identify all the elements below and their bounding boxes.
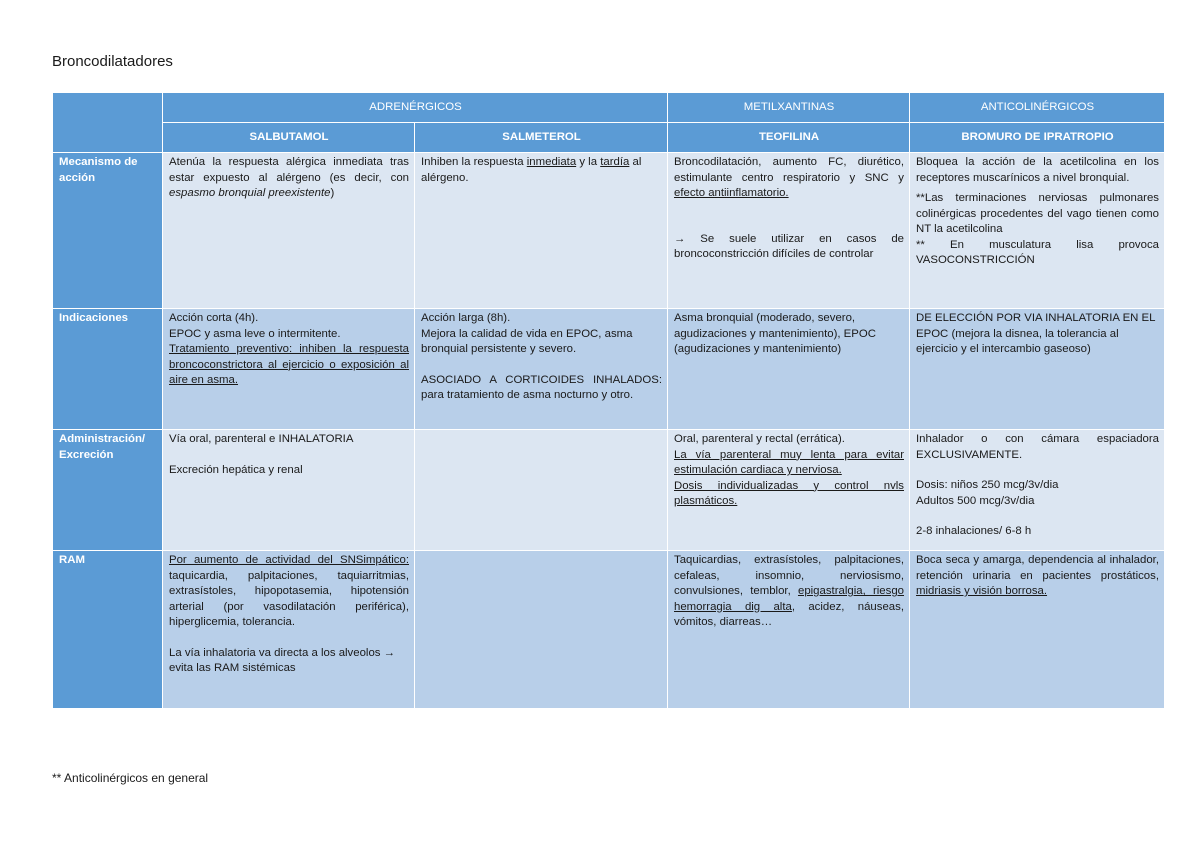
cell-indicaciones-ipratropio: DE ELECCIÓN POR VIA INHALATORIA EN EL EPOC (mejora la disnea, la tolerancia al ejercicio y el intercambio gaseoso) (910, 309, 1165, 430)
cell-mecanismo-ipratropio (910, 153, 1165, 309)
cell-administracion-ipratropio (910, 430, 1165, 551)
cell-ram-teofilina (668, 551, 910, 709)
table-row (53, 153, 1165, 309)
cell-text: Bloquea la acción de la acetilcolina en los receptores muscarínicos a nivel bronquial. (916, 156, 1159, 184)
cell-text-underlined: efecto antiinflamatorio. (674, 187, 789, 199)
cell-text: Adultos 500 mcg/3v/dia (916, 494, 1035, 507)
cell-text: La vía inhalatoria va directa a los alveolos → evita las RAM sistémicas (169, 646, 396, 674)
cell-text-underlined: tardía (600, 156, 630, 168)
cell-indicaciones-salmeterol (415, 309, 668, 430)
cell-text: Taquicardias, extrasístoles, palpitaciones, cefaleas, insomnio, nerviosismo, convulsiones, temblor, (674, 554, 904, 597)
cell-text: **Las terminaciones nerviosas pulmonares colinérgicas procedentes del vago tienen como NT la acetilcolina (916, 192, 1159, 235)
cell-text: Acción larga (8h). (421, 312, 511, 324)
cell-text: Vía oral, parenteral e INHALATORIA (169, 433, 354, 445)
page-title: Broncodilatadores (52, 53, 173, 70)
cell-ram-ipratropio (910, 551, 1165, 709)
cell-ram-salmeterol (415, 551, 668, 709)
cell-text: Excreción hepática y renal (169, 463, 303, 476)
cell-mecanismo-salmeterol (415, 153, 668, 309)
cell-ram-salbutamol (163, 551, 415, 709)
cell-text: y la (576, 156, 601, 168)
group-header-anticolinergicos: ANTICOLINÉRGICOS (910, 93, 1165, 123)
cell-text: acidez, náuseas, vómitos, diarreas… (674, 600, 904, 628)
row-label-indicaciones: Indicaciones (53, 309, 163, 430)
cell-text: Mejora la calidad de vida en EPOC, asma bronquial persistente y severo. (421, 327, 633, 355)
cell-text-underlined: midriasis y visión borrosa. (916, 585, 1048, 597)
cell-indicaciones-teofilina: Asma bronquial (moderado, severo, agudizaciones y mantenimiento), EPOC (agudizaciones y mantenimiento) (668, 309, 910, 430)
bronchodilators-table (52, 92, 1165, 709)
cell-mecanismo-teofilina (668, 153, 910, 309)
cell-text-underlined: La vía parenteral muy lenta para evitar estimulación cardiaca y nerviosa. (674, 448, 904, 476)
table-row (53, 430, 1165, 551)
cell-text: Broncodilatación, aumento FC, diurético, estimulante centro respiratorio y SNC y (674, 156, 904, 184)
cell-text-underlined: Tratamiento preventivo: inhiben la respuesta broncoconstrictora al ejercicio o exposición al aire en asma. (169, 343, 409, 386)
cell-text-italic: espasmo bronquial preexistente (169, 187, 331, 199)
cell-administracion-teofilina (668, 430, 910, 551)
drug-header-salbutamol: SALBUTAMOL (163, 123, 415, 153)
cell-text: Boca seca y amarga, dependencia al inhalador, retención urinaria en pacientes prostáticos, (916, 554, 1159, 582)
cell-administracion-salmeterol (415, 430, 668, 551)
cell-text-underlined: epigastralgia, riesgo hemorragia dig alta, (674, 585, 904, 613)
cell-text: taquicardia, palpitaciones, taquiarritmias, extrasístoles, hipopotasemia, hipotensión arterial (por vasodilatación periférica), hiperglicemia, tolerancia. (169, 569, 409, 628)
row-label-ram: RAM (53, 551, 163, 709)
corner-cell (53, 93, 163, 153)
cell-mecanismo-salbutamol (163, 153, 415, 309)
cell-text: Inhiben la respuesta (421, 156, 527, 168)
cell-text-underlined: inmediata (526, 156, 577, 168)
drug-header-teofilina: TEOFILINA (668, 123, 910, 153)
cell-text: Oral, parenteral y rectal (errática). (674, 433, 845, 445)
footnote: ** Anticolinérgicos en general (52, 771, 209, 785)
cell-text-underlined: Dosis individualizadas y control nvls plasmáticos. (674, 479, 904, 507)
drug-header-ipratropio: BROMURO DE IPRATROPIO (910, 123, 1165, 153)
cell-administracion-salbutamol (163, 430, 415, 551)
cell-indicaciones-salbutamol (163, 309, 415, 430)
table-row (53, 309, 1165, 430)
cell-text: al alérgeno. (421, 156, 642, 184)
drug-header-salmeterol: SALMETEROL (415, 123, 668, 153)
cell-text: EPOC y asma leve o intermitente. (169, 327, 341, 340)
row-label-mecanismo: Mecanismo de acción (53, 153, 163, 309)
group-header-adrenergicos: ADRENÉRGICOS (163, 93, 668, 123)
cell-text: ASOCIADO A CORTICOIDES INHALADOS: para tratamiento de asma nocturno y otro. (421, 373, 662, 401)
cell-text: → Se suele utilizar en casos de broncoconstricción difíciles de controlar (674, 232, 904, 260)
group-header-metilxantinas: METILXANTINAS (668, 93, 910, 123)
table-row (53, 551, 1165, 709)
cell-text: 2-8 inhalaciones/ 6-8 h (916, 525, 1032, 537)
row-label-administracion: Administración/ Excreción (53, 430, 163, 551)
cell-text: ) (330, 187, 335, 199)
cell-text: Atenúa la respuesta alérgica inmediata tras estar expuesto al alérgeno (es decir, con (169, 156, 409, 184)
cell-text-underlined: Por aumento de actividad del SNSimpático: (169, 554, 409, 566)
cell-text: Acción corta (4h). (169, 312, 259, 324)
cell-text: Dosis: niños 250 mcg/3v/dia (916, 479, 1059, 491)
cell-text: Inhalador o con cámara espaciadora EXCLUSIVAMENTE. (916, 433, 1159, 461)
cell-text: ** En musculatura lisa provoca VASOCONSTRICCIÓN (916, 238, 1159, 266)
